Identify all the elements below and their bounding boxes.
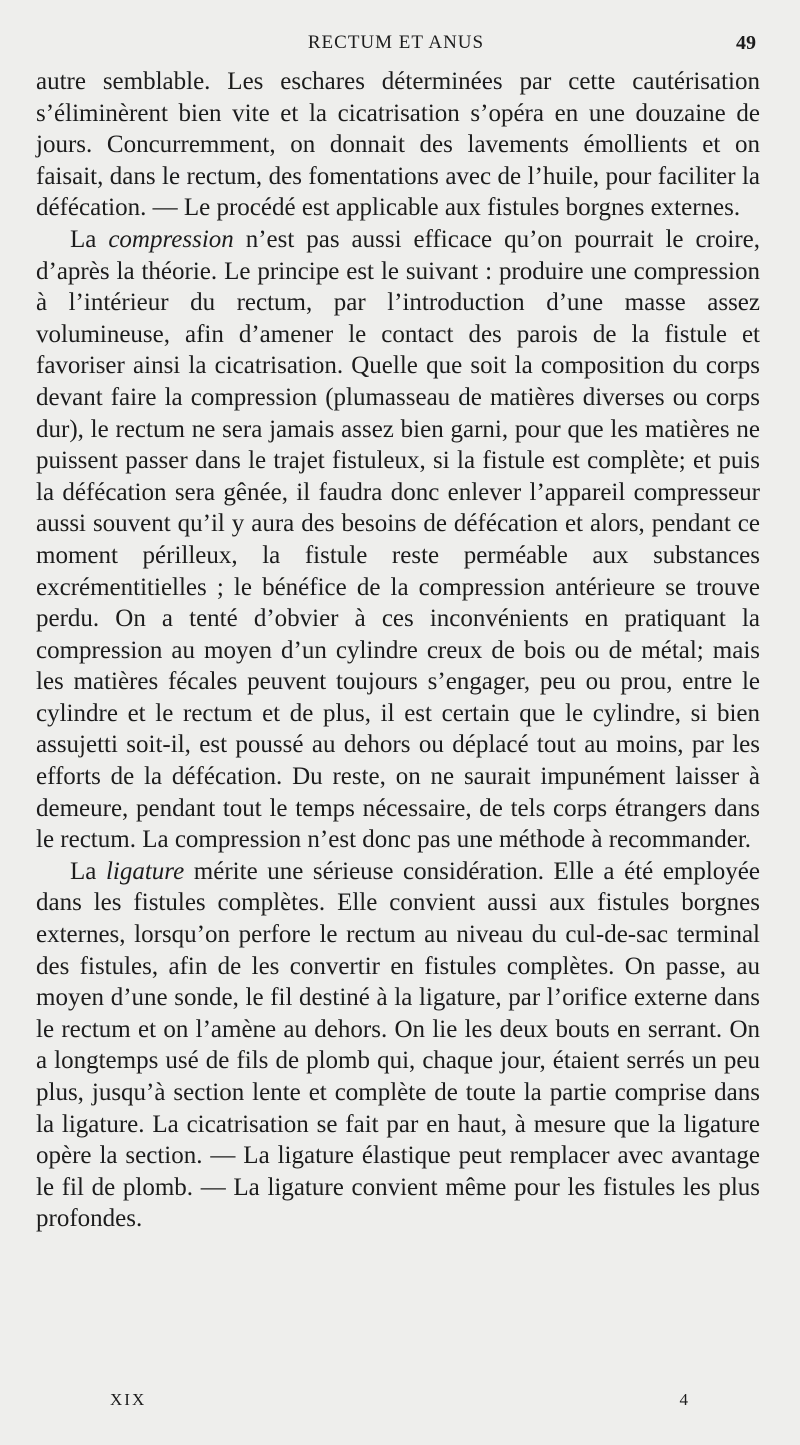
running-head-title: RECTUM ET ANUS — [307, 32, 485, 53]
text-run: autre semblable. Les eschares déterminées par cette cautérisation s’éliminèrent bien vite et la cicatrisation s’opéra en une douzaine de jours. Concurremment, on donnait des lavements émollients et on faisait, dans le rectum, des fomentations avec de l’huile, pour faciliter la défécation. — Le procédé est applicable aux fistules borgnes externes. — [36, 68, 760, 222]
text-run: La — [70, 225, 109, 253]
text-run: La — [70, 857, 106, 885]
signature-mark-left: XIX — [110, 1390, 147, 1409]
page-number: 49 — [736, 32, 756, 54]
page-footer — [110, 1390, 690, 1414]
body-text — [36, 66, 760, 1235]
running-head — [36, 32, 756, 58]
signature-mark-right: 4 — [679, 1390, 690, 1409]
text-run: n’est pas aussi efficace qu’on pourrait le croire, d’après la théorie. Le principe est le suivant : produire une compression à l’intérieur du rectum, par l’introduction d’une masse assez volumineuse, afin d’amener le contact des parois de la fistule et favoriser ainsi la cicatrisation. Quelle que soit la composition du corps devant faire la compression (plumasseau de matières diverses ou corps dur), le rectum ne sera jamais assez bien garni, pour que les matières ne puissent passer dans le trajet fistuleux, si la fistule est complète; et puis la défécation sera gênée, il faudra donc enlever l’appareil compresseur aussi souvent qu’il y aura des besoins de défécation et alors, pendant ce moment périlleux, la fistule reste perméable aux substances excrémentitielles ; le bénéfice de la compression antérieure se trouve perdu. On a tenté d’obvier à ces inconvénients en pratiquant la compression au moyen d’un cylindre creux de bois ou de métal; mais les matières fécales peuvent toujours s’engager, peu ou prou, entre le cylindre et le rectum et de plus, il est certain que le cylindre, si bien assujetti soit-il, est poussé au dehors ou déplacé tout au moins, par les efforts de la défécation. Du reste, on ne saurait impunément laisser à demeure, pendant tout le temps nécessaire, de tels corps étrangers dans le rectum. La compression n’est donc pas une méthode à recommander. — [36, 225, 760, 854]
paragraph-p3 — [36, 856, 760, 1235]
italic-term: ligature — [105, 857, 185, 885]
paragraph-p2 — [36, 224, 760, 856]
text-run: mérite une sérieuse considération. Elle a été employée dans les fistules complètes. Elle convient aussi aux fistules borgnes externes, lorsqu’on perfore le rectum au niveau du cul-de-sac terminal des fistules, afin de les convertir en fistules complètes. On passe, au moyen d’une sonde, le fil destiné à la ligature, par l’orifice externe dans le rectum et on l’amène au dehors. On lie les deux bouts en serrant. On a longtemps usé de fils de plomb qui, chaque jour, étaient serrés un peu plus, jusqu’à section lente et complète de toute la partie comprise dans la ligature. La cicatrisation se fait par en haut, à mesure que la ligature opère la section. — La ligature élastique peut remplacer avec avantage le fil de plomb. — La ligature convient même pour les fistules les plus profondes. — [36, 857, 760, 1233]
paragraph-p1 — [36, 66, 760, 224]
italic-term: compression — [108, 225, 234, 253]
